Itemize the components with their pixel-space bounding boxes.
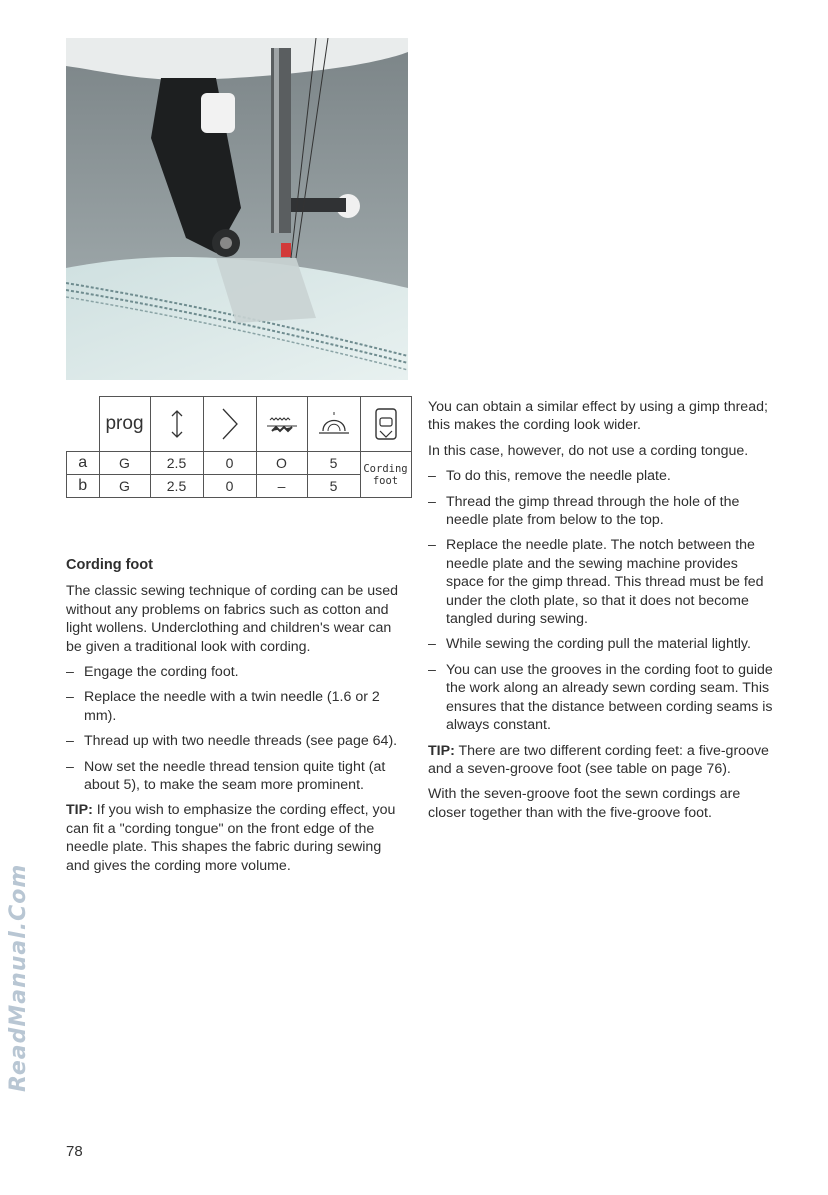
tip-paragraph: TIP: If you wish to emphasize the cording effect, you can fit a "cording tongue" on the front edge of the needle plate. This shapes the fabric during sewing and gives the cording more volume.: [66, 802, 396, 874]
list-item: – Replace the needle plate. The notch between the needle plate and the sewing machine provides space for the gimp thread. This thread must be fed under the cloth plate, so that it does not become tangled during sewing.: [428, 536, 773, 628]
paragraph: You can obtain a similar effect by using a gimp thread; this makes the cording look wider.: [428, 399, 768, 434]
tension-icon: [307, 397, 360, 452]
foot-cell: Cording foot: [360, 452, 411, 498]
left-steps-list: [66, 663, 408, 794]
stitch-settings-table: [66, 396, 412, 498]
presser-foot-icon: [360, 397, 411, 452]
cording-foot-photo: [66, 38, 408, 380]
feed-dog-icon: [256, 397, 307, 452]
left-column: [66, 556, 408, 882]
paragraph: In this case, however, do not use a cording tongue.: [428, 442, 749, 459]
list-item: – You can use the grooves in the cording foot to guide the work along an already sewn cording seam. This ensures that the distance between cording seams is always constant.: [428, 661, 773, 735]
stitch-length-icon: [150, 397, 203, 452]
tip-paragraph: TIP: There are two different cording feet: a five-groove and a seven-groove foot (see table on page 76).: [428, 742, 769, 777]
section-heading: Cording foot: [66, 557, 153, 573]
prog-header: prog: [99, 397, 150, 452]
watermark: ReadManual.Com: [6, 863, 31, 1092]
list-item: – Replace the needle with a twin needle (1.6 or 2 mm).: [66, 688, 408, 725]
right-column: [428, 398, 773, 829]
settings-row-a: a G 2.5 0 O 5 Cording foot: [67, 452, 412, 475]
list-item: – Thread the gimp thread through the hole of the needle plate from below to the top.: [428, 493, 773, 530]
stitch-width-icon: [203, 397, 256, 452]
list-item: – Thread up with two needle threads (see page 64).: [66, 732, 408, 750]
list-item: – While sewing the cording pull the material lightly.: [428, 635, 773, 653]
settings-row-b: b G 2.5 0 – 5: [67, 475, 412, 498]
list-item: – To do this, remove the needle plate.: [428, 467, 773, 485]
list-item: – Engage the cording foot.: [66, 663, 408, 681]
intro-paragraph: The classic sewing technique of cording can be used without any problems on fabrics such as cotton and light wollens. Underclothing and children's wear can be given a traditional look with cording.: [66, 583, 399, 655]
paragraph: With the seven-groove foot the sewn cordings are closer together than with the five-groove foot.: [428, 786, 741, 821]
right-steps-list: [428, 467, 773, 734]
list-item: – Now set the needle thread tension quite tight (at about 5), to make the seam more prominent.: [66, 758, 408, 795]
page-number: 78: [66, 1143, 83, 1160]
